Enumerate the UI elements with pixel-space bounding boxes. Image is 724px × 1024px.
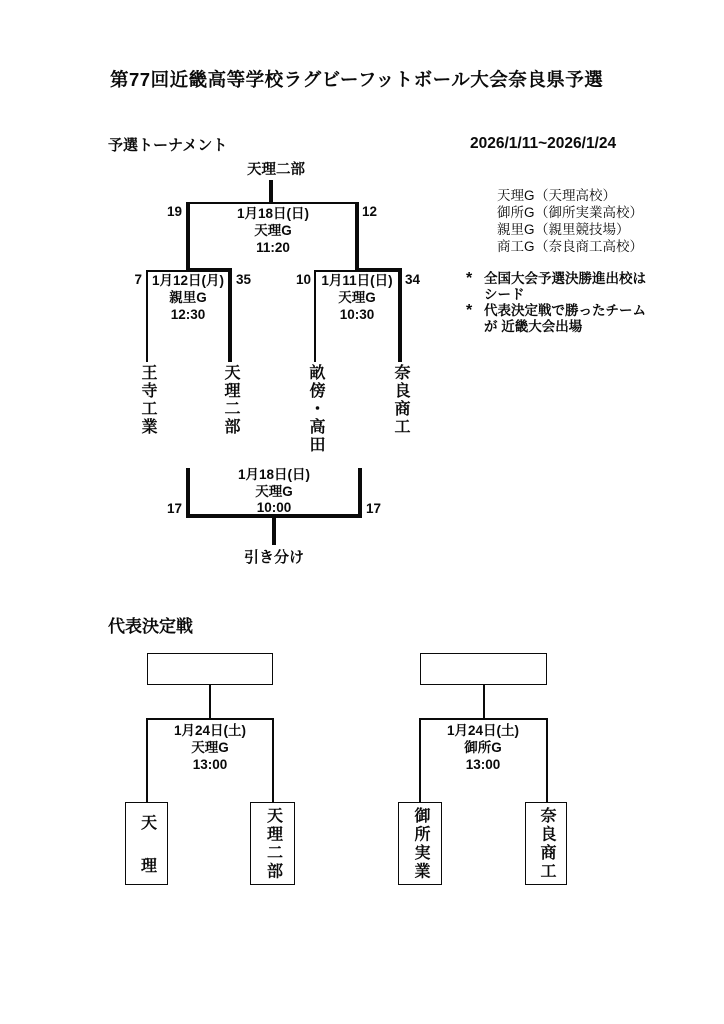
- playoff-team-name: 天理: [138, 814, 156, 900]
- asterisk-icon: *: [466, 302, 473, 319]
- legend-desc: （御所実業高校）: [535, 205, 643, 220]
- semi1-team2-line-bold: [228, 268, 232, 362]
- playoff-left-winner-box: [147, 653, 273, 685]
- final-match-info: [203, 205, 343, 256]
- note-seed: [466, 271, 646, 302]
- team-name-tenri-nibu: 天理二部: [222, 364, 239, 436]
- consolation-match-info: [204, 467, 344, 517]
- final-horizontal-line: [186, 202, 359, 204]
- legend-label: 御所G: [497, 205, 535, 220]
- semi2-right-score: 34: [405, 272, 421, 287]
- playoff-left-horizontal-line: [146, 718, 274, 720]
- semi2-time: 10:30: [339, 307, 375, 322]
- note-line: 全国大会予選決勝進出校は: [484, 271, 646, 286]
- playoff-team-name: 天理二部: [264, 806, 282, 881]
- final-right-score: 12: [362, 204, 378, 219]
- final-left-line-bold: [186, 202, 190, 271]
- consolation-result: 引き分け: [243, 549, 304, 566]
- semi1-right-score: 35: [236, 272, 252, 287]
- playoff-left-date: 1月24日(土): [173, 723, 246, 738]
- final-venue: 天理G: [254, 223, 292, 238]
- consolation-date: 1月18日(日): [237, 467, 310, 482]
- consolation-left-line-bold: [186, 468, 190, 518]
- semi1-match-info: [148, 272, 228, 323]
- semi1-date: 1月12日(月): [151, 273, 224, 288]
- playoff-left-venue: 天理G: [191, 740, 229, 755]
- final-date: 1月18日(日): [236, 206, 309, 221]
- playoff-right-horizontal-line: [419, 718, 548, 720]
- playoff-team-name: 奈良商工: [538, 806, 555, 881]
- date-range: 2026/1/11~2026/1/24: [470, 135, 617, 152]
- playoff-left-match-info: [150, 722, 270, 773]
- playoff-right-winner-box: [420, 653, 547, 685]
- playoff-right-team2-line: [546, 718, 548, 802]
- note-text: [484, 303, 646, 334]
- legend-label: 親里G: [497, 222, 535, 237]
- legend-label: 商工G: [497, 239, 535, 254]
- final-time: 11:20: [256, 240, 290, 255]
- consolation-center-line-bold: [272, 518, 276, 545]
- playoff-left-team1-line: [146, 718, 148, 802]
- playoff-team-box-gose-jitsugyo: [398, 802, 442, 885]
- team-name-unebi-takada: 畝傍・高田: [307, 364, 324, 454]
- team-name-nara-shoko: 奈良商工: [392, 364, 409, 436]
- note-line: 代表決定戦で勝ったチーム: [484, 303, 646, 318]
- legend-label: 天理G: [497, 188, 535, 203]
- champion-name: 天理二部: [247, 162, 305, 178]
- semi1-left-score: 7: [134, 272, 142, 287]
- champion-line: [269, 180, 273, 204]
- legend-desc: （奈良商工高校）: [535, 239, 643, 254]
- semi2-date: 1月11日(日): [321, 273, 393, 288]
- semi1-time: 12:30: [170, 307, 206, 322]
- final-right-line-bold: [355, 202, 359, 271]
- consolation-time: 10:00: [256, 500, 292, 515]
- semi1-venue: 親里G: [169, 290, 207, 305]
- playoff-left-team2-line: [272, 718, 274, 802]
- playoff-right-connector-line: [483, 685, 485, 719]
- legend-desc: （天理高校）: [535, 188, 616, 203]
- note-line: が 近畿大会出場: [484, 318, 583, 334]
- final-left-score: 19: [166, 204, 182, 219]
- legend-row-shoko: [497, 235, 643, 255]
- page-title: 第77回近畿高等学校ラグビーフットボール大会奈良県予選: [110, 69, 604, 90]
- consolation-right-score: 17: [366, 501, 382, 516]
- note-line: シード: [484, 286, 525, 302]
- semi2-team2-line-bold: [398, 268, 402, 362]
- semi2-match-info: [317, 272, 397, 323]
- team-name-oji-kogyo: 王寺工業: [139, 364, 156, 436]
- playoff-left-connector-line: [209, 685, 211, 719]
- playoff-team-name: 御所実業: [412, 806, 429, 881]
- semi2-team1-line: [314, 270, 316, 362]
- consolation-venue: 天理G: [255, 483, 293, 499]
- note-text: [484, 271, 646, 302]
- playoff-left-time: 13:00: [192, 757, 228, 772]
- playoff-section-heading: 代表決定戦: [108, 617, 193, 636]
- asterisk-icon: *: [466, 270, 473, 287]
- semi2-venue: 天理G: [338, 290, 376, 305]
- note-kinki: [466, 303, 646, 334]
- playoff-team-box-nara-shoko: [525, 802, 567, 885]
- qualifying-section-heading: 予選トーナメント: [108, 137, 228, 154]
- playoff-team-box-tenri: [125, 802, 168, 900]
- playoff-team-box-tenri-nibu: [250, 802, 295, 885]
- playoff-right-team1-line: [419, 718, 421, 802]
- consolation-left-score: 17: [166, 501, 182, 516]
- playoff-right-match-info: [423, 722, 543, 773]
- playoff-right-date: 1月24日(土): [446, 723, 519, 738]
- legend-desc: （親里競技場）: [535, 222, 630, 237]
- semi2-left-score: 10: [295, 272, 311, 287]
- playoff-right-venue: 御所G: [464, 740, 502, 755]
- playoff-right-time: 13:00: [465, 757, 501, 772]
- consolation-right-line-bold: [358, 468, 362, 518]
